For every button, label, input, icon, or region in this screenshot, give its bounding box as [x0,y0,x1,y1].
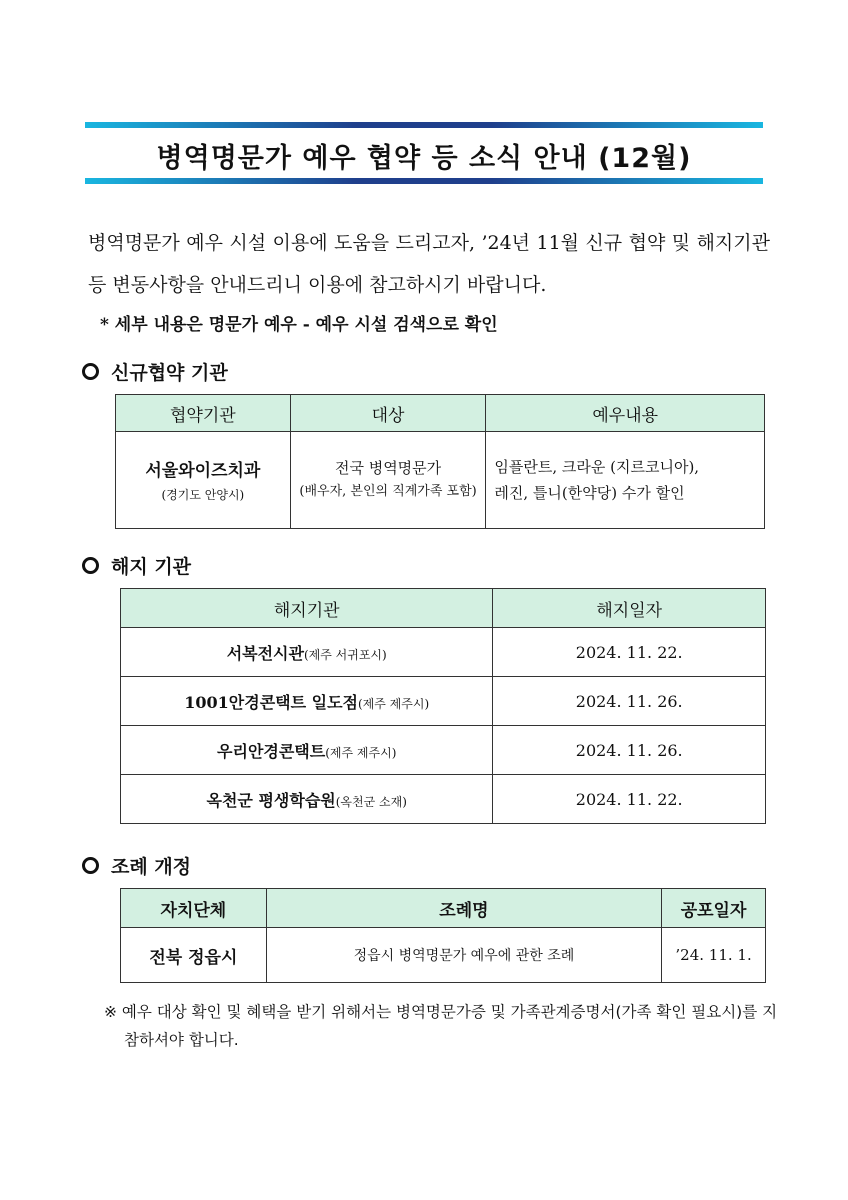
title-bar-top [85,122,763,128]
org-cell [121,628,493,677]
section-heading-terminated [82,552,191,579]
ordinance-table [120,888,766,983]
section-title: 조례 개정 [111,856,192,878]
org-location: (경기도 안양시) [161,487,245,502]
footer-note: ※ 예우 대상 확인 및 혜택을 받기 위해서는 병역명문가증 및 가족관계증명서(가족 확인 필요시)를 지참하셔야 합니다. [104,1003,778,1049]
section-title: 신규협약 기관 [111,362,228,384]
column-header: 해지일자 [493,589,766,628]
title-banner [85,122,763,184]
ordinance-name-cell: 정읍시 병역명문가 예우에 관한 조례 [266,928,661,983]
terminated-table [120,588,766,824]
column-header: 협약기관 [116,395,291,432]
target-cell [290,432,486,529]
column-header: 해지기관 [121,589,493,628]
benefit-line: 레진, 틀니(한약당) 수가 할인 [494,484,685,502]
org-name: 옥천군 평생학습원 [206,790,336,810]
column-header: 자치단체 [121,889,267,928]
date-cell: 2024. 11. 26. [493,677,766,726]
org-cell [121,726,493,775]
publish-date-cell: ’24. 11. 1. [662,928,766,983]
circle-bullet-icon [82,857,99,874]
column-header: 대상 [290,395,486,432]
section-heading-ordinance [82,852,191,879]
section-heading-new [82,358,228,385]
org-location: (제주 제주시) [358,696,430,711]
org-name: 서복전시관 [226,643,304,663]
org-cell [121,775,493,824]
circle-bullet-icon [82,557,99,574]
org-name: 서울와이즈치과 [145,460,261,481]
table-row [116,432,765,529]
table-header-row [121,589,766,628]
table-header-row [116,395,765,432]
org-location: (옥천군 소재) [335,794,407,809]
date-cell: 2024. 11. 22. [493,775,766,824]
search-note: * 세부 내용은 명문가 예우 - 예우 시설 검색으로 확인 [100,315,498,335]
benefit-line: 임플란트, 크라운 (지르코니아), [494,458,700,476]
org-name: 우리안경콘택트 [217,741,326,761]
new-agreements-table [115,394,765,529]
date-cell: 2024. 11. 26. [493,726,766,775]
section-title: 해지 기관 [111,556,192,578]
gov-cell: 전북 정읍시 [121,928,267,983]
date-cell: 2024. 11. 22. [493,628,766,677]
table-row [121,726,766,775]
column-header: 공포일자 [662,889,766,928]
intro-paragraph: 병역명문가 예우 시설 이용에 도움을 드리고자, ’24년 11월 신규 협약 및 해지기관 등 변동사항을 안내드리니 이용에 참고하시기 바랍니다. [88,232,770,296]
org-name: 1001안경콘택트 일도점 [184,692,358,712]
org-location: (제주 서귀포시) [303,647,387,662]
table-row [121,628,766,677]
org-cell [121,677,493,726]
circle-bullet-icon [82,363,99,380]
column-header: 예우내용 [486,395,765,432]
page-title: 병역명문가 예우 협약 등 소식 안내 (12월) [156,143,692,174]
title-bar-bottom [85,178,763,184]
table-row [121,775,766,824]
benefit-cell [486,432,765,529]
org-location: (제주 제주시) [325,745,397,760]
target-line: (배우자, 본인의 직계가족 포함) [299,484,477,499]
column-header: 조례명 [266,889,661,928]
target-line: 전국 병역명문가 [334,459,442,477]
table-header-row [121,889,766,928]
org-cell [116,432,291,529]
table-row [121,928,766,983]
table-row [121,677,766,726]
